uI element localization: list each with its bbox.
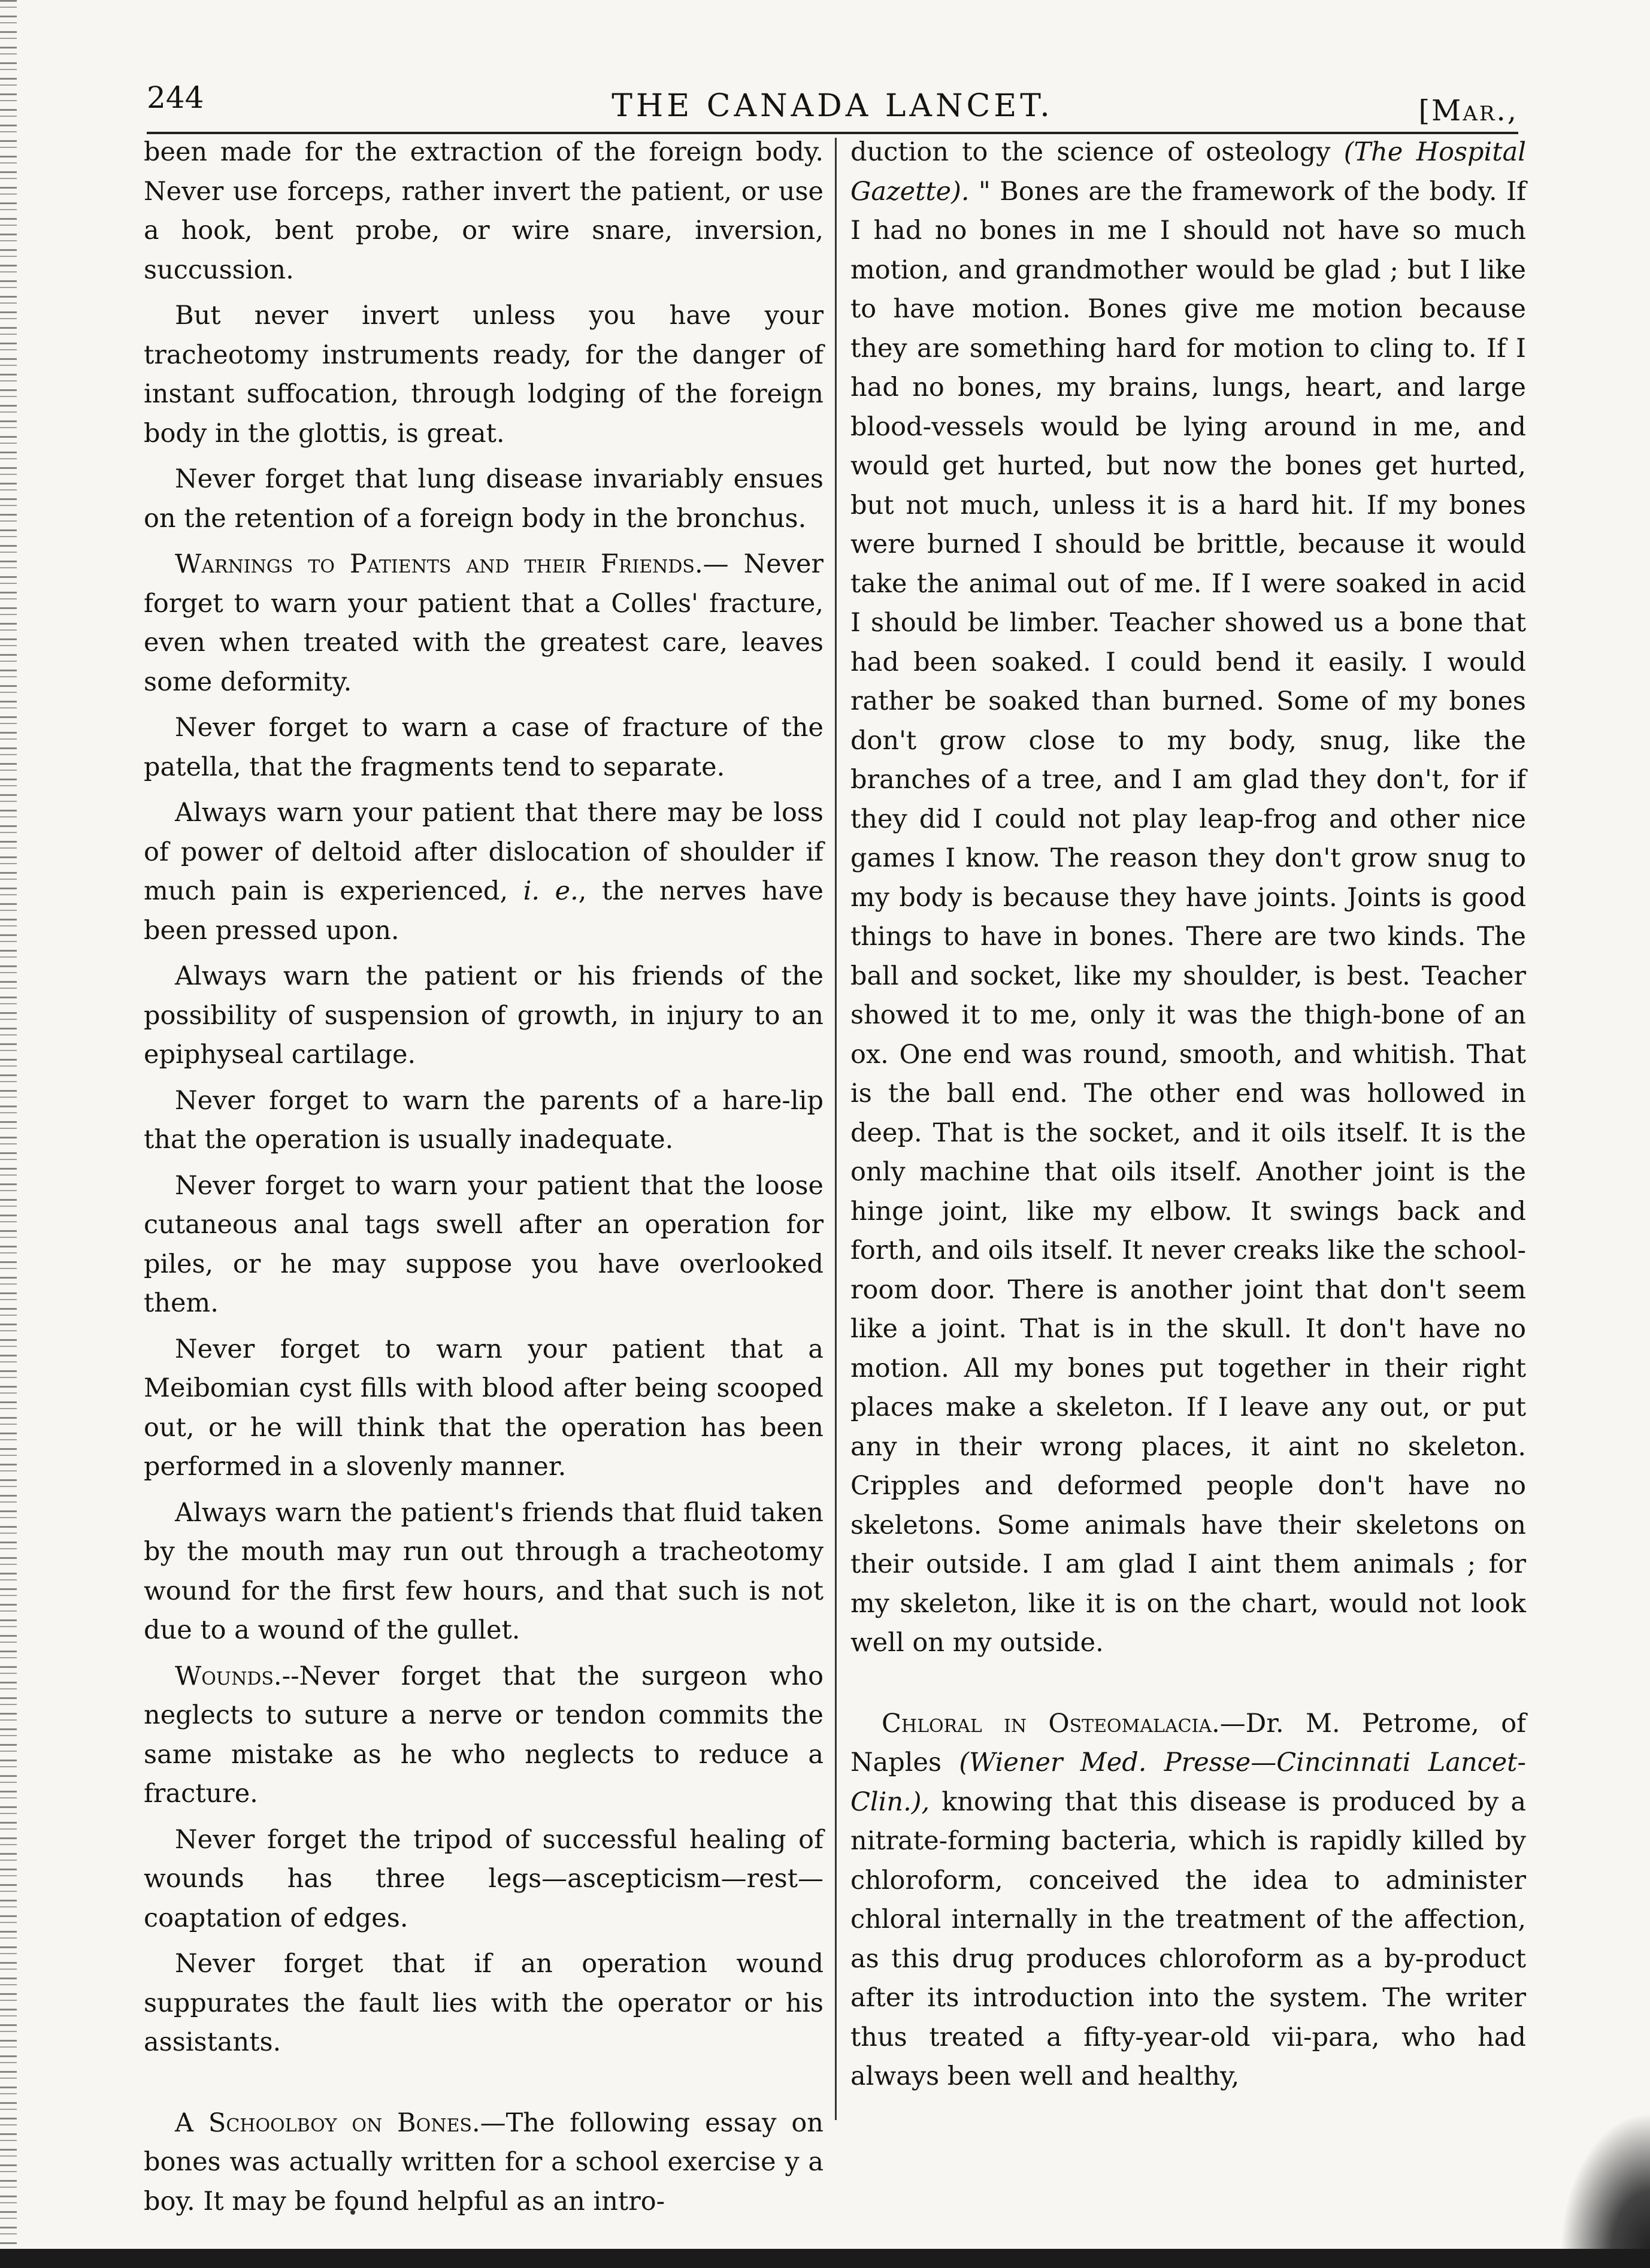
page-number: 244 (147, 80, 204, 115)
section-heading: Warnings to Patients and their Friends.— (175, 549, 729, 579)
wounds-paragraph (144, 1657, 824, 1814)
paragraph: been made for the extraction of the foreign body. Never use forceps, rather invert the patient, or use a hook, bent probe, or wire snare, inversion, succussion. (144, 137, 824, 285)
paragraph-text: Always warn your patient that there may be loss of power of deltoid after dislocation of shoulder if much pain is experienced, (144, 798, 824, 906)
paragraph: Never forget that lung disease invariably ensues on the retention of a foreign body in the bronchus. (144, 464, 824, 534)
citation: (The Hospital Gazette). (850, 137, 1526, 207)
paragraph-text: The following essay on bones was actually written for a school exercise y a boy. It may be found helpful as an intro- (144, 2107, 824, 2216)
paragraph: Never forget to warn your patient that a Meibomian cyst fills with blood after being scooped out, or he will think that the operation has been performed in a slovenly manner. (144, 1334, 824, 1482)
paragraph-text: --Never forget that the surgeon who neglects to suture a nerve or tendon commits the same mistake as he who neglects to reduce a fracture. (144, 1661, 824, 1809)
section-heading: A Schoolboy on Bones.— (175, 2107, 506, 2138)
right-column (850, 133, 1526, 2139)
paragraph: Always warn the patient's friends that fluid taken by the mouth may run out through a tracheotomy wound for the first few hours, and that such is not due to a wound of the gullet. (144, 1497, 824, 1645)
page-edge-shadow (0, 0, 17, 2268)
paragraph: Always warn the patient or his friends of the possibility of suspension of growth, in injury to an epiphyseal cartilage. (144, 961, 824, 1070)
paragraph: Never forget to warn your patient that the loose cutaneous anal tags swell after an operation for piles, or he may suppose you have overlooked them. (144, 1170, 824, 1318)
chloral-paragraph (850, 1704, 1526, 2097)
running-header (147, 77, 1518, 134)
essay-paragraph (850, 133, 1526, 1663)
schoolboy-paragraph (144, 2104, 824, 2222)
corner-smudge (1560, 2112, 1650, 2250)
citation: (Wiener Med. Presse—Cincinnati Lancet-Clin.), (850, 1748, 1526, 1817)
scan-bottom-band (0, 2249, 1650, 2268)
paragraph: But never invert unless you have your tracheotomy instruments ready, for the danger of instant suffocation, through lodging of the foreign body in the glottis, is great. (144, 301, 824, 449)
paragraph-text: Dr. M. Petrome, of Naples (850, 1708, 1526, 1778)
paragraph: Never forget to warn a case of fracture of the patella, that the fragments tend to separate. (144, 713, 824, 782)
journal-title: THE CANADA LANCET. (611, 88, 1053, 124)
paragraph: Never forget to warn the parents of a hare-lip that the operation is usually inadequate. (144, 1085, 824, 1155)
paragraph-text: Never forget to warn your patient that a Colles' fracture, even when treated with the greatest care, leaves some deformity. (144, 549, 824, 697)
left-column (144, 133, 824, 2216)
column-divider (835, 138, 837, 2120)
paragraph-text: " Bones are the framework of the body. If I had no bones in me I should not have so much motion, and grandmother would be glad ; but I like to have motion. Bones give me motion because they are something hard for motion to cling to. If I had no bones, my brains, lungs, heart, and large blood-vessels would be lying around in me, and would get hurted, but now the bones get hurted, but not much, unless it is a hard hit. If my bones were burned I should be brittle, because it would take the animal out of me. If I were soaked in acid I should be limber. Teacher showed us a bone that had been soaked. I could bend it easily. I would rather be soaked than burned. Some of my bones don't grow close to my body, snug, like the branches of a tree, and I am glad they don't, for if they did I could not play leap-frog and other nice games I know. The reason they don't grow snug to my body is because they have joints. Joints is good things to have in bones. There are two kinds. The ball and socket, like my shoulder, is best. Teacher showed it to me, only it was the thigh-bone of an ox. One end was round, smooth, and whitish. That is the ball end. The other end was hollowed in deep. That is the socket, and it oils itself. It is the only machine that oils itself. Another joint is the hinge joint, like my elbow. It swings back and forth, and oils itself. It never creaks like the school-room door. There is another joint that don't seem like a joint. That is in the skull. It don't have no motion. All my bones put together in their right places make a skeleton. If I leave any out, or put any in their wrong places, it aint no skeleton. Cripples and deformed people don't have no skeletons. Some animals have their skeletons on their outside. I am glad I aint them animals ; for my skeleton, like it is on the chart, would not look well on my outside. (850, 176, 1526, 1658)
section-heading: Wounds. (175, 1661, 282, 1691)
paragraph-text: duction to the science of osteology (850, 137, 1331, 167)
warnings-paragraph (144, 545, 824, 702)
paragraph-text: , the nerves have been pressed upon. (144, 876, 824, 946)
paragraph: Never forget that if an operation wound suppurates the fault lies with the operator or his assistants. (144, 1949, 824, 2057)
italic-abbrev: i. e. (523, 876, 579, 906)
paragraph (144, 794, 824, 950)
issue-month: [Mar., (1418, 94, 1518, 128)
paragraph-text: knowing that this disease is produced by a nitrate-forming bacteria, which is rapidly killed by chloroform, conceived the idea to administer chloral internally in the treatment of the affection, as this drug produces chloroform as a by-product after its introduction into the system. The writer thus treated a fifty-year-old vii-para, who had always been well and healthy, (850, 1786, 1526, 2091)
section-heading: Chloral in Osteomalacia.— (882, 1708, 1246, 1739)
paragraph: Never forget the tripod of successful healing of wounds has three legs—ascepticism—rest—coaptation of edges. (144, 1824, 824, 1933)
